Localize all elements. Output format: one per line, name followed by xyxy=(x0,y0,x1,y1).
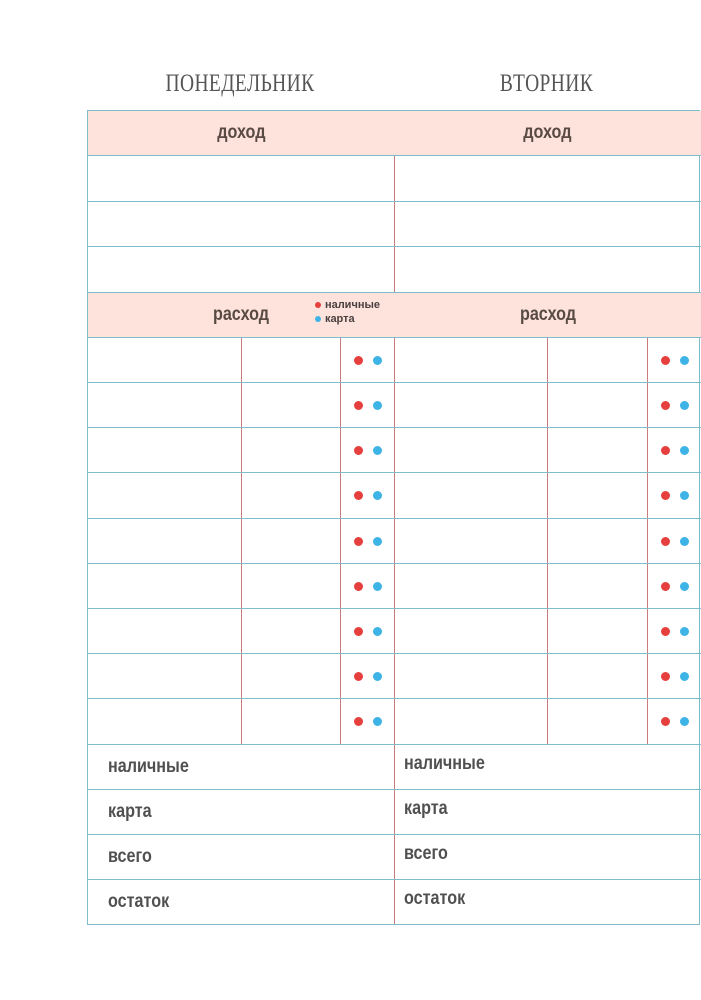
card-dot-icon[interactable] xyxy=(680,672,689,681)
card-dot-icon[interactable] xyxy=(680,717,689,726)
cash-dot-icon[interactable] xyxy=(354,401,363,410)
expense-row xyxy=(394,428,701,473)
expense-row xyxy=(394,519,701,564)
card-dot-icon[interactable] xyxy=(680,537,689,546)
expense-header xyxy=(394,293,701,338)
expense-description-cell[interactable] xyxy=(88,473,242,518)
expense-row xyxy=(394,383,701,428)
expense-description-cell[interactable] xyxy=(88,654,242,698)
expense-description-cell[interactable] xyxy=(88,519,242,563)
summary-label-total: всего xyxy=(108,846,152,867)
cash-dot-icon[interactable] xyxy=(354,627,363,636)
payment-method-cell xyxy=(648,428,701,472)
income-header xyxy=(88,111,394,156)
cash-dot-icon[interactable] xyxy=(354,672,363,681)
expense-header-label: расход xyxy=(519,304,576,325)
expense-amount-cell[interactable] xyxy=(242,338,341,382)
expense-amount-cell[interactable] xyxy=(548,654,648,698)
expense-row xyxy=(88,654,394,699)
expense-description-cell[interactable] xyxy=(394,564,548,608)
cash-dot-icon[interactable] xyxy=(661,717,670,726)
income-row[interactable] xyxy=(394,202,701,247)
cash-dot-icon[interactable] xyxy=(354,491,363,500)
expense-description-cell[interactable] xyxy=(88,564,242,608)
expense-description-cell[interactable] xyxy=(394,338,548,382)
payment-method-cell xyxy=(648,654,701,698)
cash-dot-icon[interactable] xyxy=(354,537,363,546)
expense-amount-cell[interactable] xyxy=(548,699,648,744)
card-dot-icon[interactable] xyxy=(373,537,382,546)
expense-row xyxy=(88,564,394,609)
payment-method-cell xyxy=(341,699,394,744)
cash-dot-icon[interactable] xyxy=(661,401,670,410)
summary-row-balance[interactable] xyxy=(394,880,701,923)
card-dot-icon[interactable] xyxy=(680,446,689,455)
cash-dot-icon[interactable] xyxy=(661,356,670,365)
expense-amount-cell[interactable] xyxy=(548,609,648,653)
expense-row xyxy=(88,699,394,745)
cash-dot-icon[interactable] xyxy=(661,627,670,636)
payment-method-cell xyxy=(648,699,701,744)
payment-method-cell xyxy=(341,564,394,608)
expense-row xyxy=(88,473,394,519)
expense-amount-cell[interactable] xyxy=(242,383,341,427)
legend-cash xyxy=(315,298,380,312)
income-header xyxy=(394,111,701,156)
cash-dot-icon[interactable] xyxy=(354,582,363,591)
day-title-monday: ПОНЕДЕЛЬНИК xyxy=(165,70,315,97)
expense-amount-cell[interactable] xyxy=(548,564,648,608)
summary-label-card: карта xyxy=(404,798,448,819)
expense-row xyxy=(88,383,394,428)
expense-amount-cell[interactable] xyxy=(548,383,648,427)
card-dot-icon[interactable] xyxy=(680,356,689,365)
expense-description-cell[interactable] xyxy=(394,519,548,563)
income-header-label: доход xyxy=(523,122,572,143)
cash-dot-icon[interactable] xyxy=(661,537,670,546)
payment-method-cell xyxy=(341,473,394,518)
card-dot-icon[interactable] xyxy=(373,491,382,500)
expense-amount-cell[interactable] xyxy=(548,519,648,563)
summary-row-cash[interactable] xyxy=(88,745,394,790)
expense-row xyxy=(394,699,701,745)
income-header-label: доход xyxy=(216,122,266,143)
summary-label-cash: наличные xyxy=(404,753,485,774)
expense-row xyxy=(394,473,701,519)
cash-dot-icon[interactable] xyxy=(661,672,670,681)
day-title-tuesday: ВТОРНИК xyxy=(499,70,594,97)
expense-description-cell[interactable] xyxy=(88,428,242,472)
expense-row xyxy=(88,428,394,473)
card-dot-icon[interactable] xyxy=(373,582,382,591)
monday-column xyxy=(88,111,395,924)
expense-amount-cell[interactable] xyxy=(242,473,341,518)
cash-dot-icon xyxy=(315,302,321,308)
expense-amount-cell[interactable] xyxy=(242,519,341,563)
expense-description-cell[interactable] xyxy=(88,609,242,653)
payment-method-cell xyxy=(341,609,394,653)
card-dot-icon[interactable] xyxy=(680,401,689,410)
expense-description-cell[interactable] xyxy=(394,383,548,427)
cash-dot-icon[interactable] xyxy=(661,491,670,500)
expense-row xyxy=(394,654,701,699)
card-dot-icon[interactable] xyxy=(680,627,689,636)
card-dot-icon[interactable] xyxy=(373,356,382,365)
expense-description-cell[interactable] xyxy=(394,428,548,472)
summary-row-total[interactable] xyxy=(394,835,701,880)
expense-description-cell[interactable] xyxy=(88,338,242,382)
cash-dot-icon[interactable] xyxy=(354,356,363,365)
expense-row xyxy=(394,338,701,383)
payment-method-cell xyxy=(648,338,701,382)
summary-label-balance: остаток xyxy=(108,890,170,912)
payment-method-cell xyxy=(341,654,394,698)
summary-label-cash: наличные xyxy=(108,756,189,777)
income-row[interactable] xyxy=(88,156,394,202)
payment-method-cell xyxy=(341,519,394,563)
expense-row xyxy=(88,519,394,564)
expense-description-cell[interactable] xyxy=(88,383,242,427)
cash-dot-icon[interactable] xyxy=(354,446,363,455)
expense-description-cell[interactable] xyxy=(394,473,548,518)
payment-method-cell xyxy=(648,383,701,427)
expense-description-cell[interactable] xyxy=(394,654,548,698)
summary-row-total[interactable] xyxy=(88,835,394,880)
expense-amount-cell[interactable] xyxy=(242,699,341,744)
income-row[interactable] xyxy=(88,247,394,293)
summary-label-card: карта xyxy=(108,801,152,822)
card-dot-icon[interactable] xyxy=(680,491,689,500)
expense-header xyxy=(88,293,394,338)
cash-dot-icon[interactable] xyxy=(661,446,670,455)
summary-label-balance: остаток xyxy=(404,888,466,909)
cash-dot-icon[interactable] xyxy=(661,582,670,591)
card-dot-icon[interactable] xyxy=(680,582,689,591)
expense-header-label: расход xyxy=(212,304,270,325)
cash-dot-icon[interactable] xyxy=(354,717,363,726)
expense-description-cell[interactable] xyxy=(88,699,242,744)
card-dot-icon[interactable] xyxy=(373,401,382,410)
summary-row-balance[interactable] xyxy=(88,880,394,923)
expense-row xyxy=(394,609,701,654)
payment-method-cell xyxy=(341,428,394,472)
card-dot-icon xyxy=(315,316,321,322)
expense-row xyxy=(394,564,701,609)
expense-amount-cell[interactable] xyxy=(242,609,341,653)
expense-amount-cell[interactable] xyxy=(242,428,341,472)
payment-method-cell xyxy=(648,564,701,608)
payment-legend xyxy=(315,298,380,326)
payment-method-cell xyxy=(648,519,701,563)
budget-planner-table xyxy=(87,110,700,925)
expense-description-cell[interactable] xyxy=(394,609,548,653)
card-dot-icon[interactable] xyxy=(373,627,382,636)
expense-amount-cell[interactable] xyxy=(548,473,648,518)
summary-label-total: всего xyxy=(404,843,448,864)
legend-cash-label: наличные xyxy=(324,299,380,311)
payment-method-cell xyxy=(341,383,394,427)
card-dot-icon[interactable] xyxy=(373,717,382,726)
income-row[interactable] xyxy=(88,202,394,247)
expense-row xyxy=(88,338,394,383)
income-row[interactable] xyxy=(394,247,701,293)
summary-row-cash[interactable] xyxy=(394,745,701,790)
payment-method-cell xyxy=(648,609,701,653)
summary-row-card[interactable] xyxy=(88,790,394,835)
card-dot-icon[interactable] xyxy=(373,446,382,455)
expense-amount-cell[interactable] xyxy=(242,564,341,608)
expense-amount-cell[interactable] xyxy=(548,338,648,382)
income-row[interactable] xyxy=(394,156,701,202)
payment-method-cell xyxy=(341,338,394,382)
expense-description-cell[interactable] xyxy=(394,699,548,744)
expense-amount-cell[interactable] xyxy=(548,428,648,472)
expense-amount-cell[interactable] xyxy=(242,654,341,698)
legend-card-label: карта xyxy=(324,313,355,325)
payment-method-cell xyxy=(648,473,701,518)
summary-row-card[interactable] xyxy=(394,790,701,835)
legend-card xyxy=(315,312,380,326)
tuesday-column xyxy=(394,111,701,924)
card-dot-icon[interactable] xyxy=(373,672,382,681)
expense-row xyxy=(88,609,394,654)
